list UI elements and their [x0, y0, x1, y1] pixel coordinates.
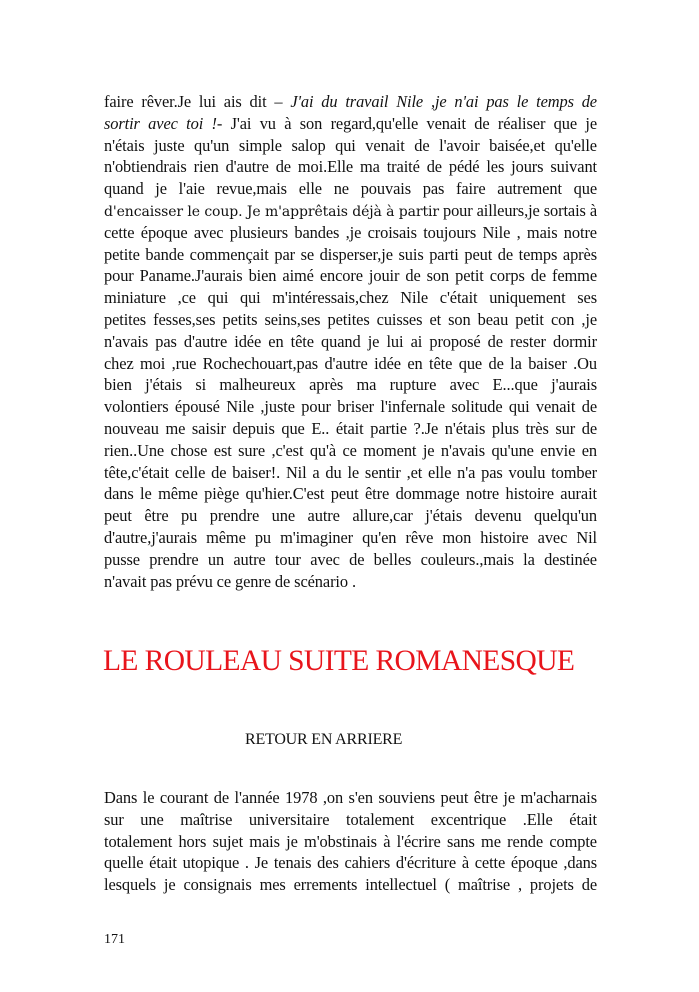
chapter-heading: LE ROULEAU SUITE ROMANESQUE — [103, 645, 575, 677]
text-line: nouveau me saisir depuis que E.. était partie ?.Je n'étais plus très sur de — [104, 418, 597, 438]
paragraph-1 — [104, 91, 597, 592]
section-subheading: RETOUR EN ARRIERE — [245, 731, 403, 748]
text-line: n'obtiendrais rien d'autre de moi.Elle ma traité de pédé les jours suivant — [104, 157, 597, 177]
text-line: n'étais juste qu'un simple salop qui venait de l'avoir baisée,et qu'elle — [104, 135, 597, 155]
text-line: sortir avec toi !- J'ai vu à son regard,qu'elle venait de réaliser que je — [104, 113, 598, 133]
text-line: pour Paname.J'aurais bien aimé encore jouir de son petit corps de femme — [104, 266, 597, 286]
text-line: sur une maîtrise universitaire totalement excentrique .Elle était — [104, 809, 597, 829]
italic-quote: sortir avec toi !- — [104, 113, 223, 133]
paragraph-2 — [104, 787, 597, 896]
text-line: quand je l'aie revue,mais elle ne pouvais pas faire autrement que — [104, 179, 597, 199]
text-line: petites fesses,ses petits seins,ses petites cuisses et son beau petit con ,je — [104, 309, 597, 329]
text-line: rien..Une chose est sure ,c'est qu'à ce moment je n'avais qu'une envie en — [104, 440, 597, 460]
alt-font-run: d'encaisser le coup. Je m'apprêtais déjà à partir — [104, 203, 439, 220]
text-line: lesquels je consignais mes errements intellectuel ( maîtrise , projets de — [104, 875, 597, 895]
text-line: Dans le courant de l'année 1978 ,on s'en souviens peut être je m'acharnais — [104, 788, 597, 807]
text-line: quelle était utopique . Je tenais des cahiers d'écriture à cette époque ,dans — [104, 853, 597, 873]
text-line: dans le même piège qu'hier.C'est peut être dommage notre histoire aurait — [104, 484, 597, 504]
text-line: d'autre,j'aurais même pu m'imaginer qu'en rêve mon histoire avec Nil — [104, 527, 597, 547]
text-line: n'avais pas d'autre idée en tête quand je lui ai proposé de rester dormir — [104, 331, 597, 351]
text-line: tête,c'était celle de baiser!. Nil a du le sentir ,et elle n'a pas voulu tomber — [104, 462, 597, 482]
page-number: 171 — [104, 932, 125, 947]
text-line: petite bande commençait par se disperser,je suis parti peut de temps après — [104, 244, 597, 264]
text-line: faire rêver.Je lui ais dit – J'ai du travail Nile ,je n'ai pas le temps de — [104, 92, 597, 111]
text-line: volontiers épousé Nile ,juste pour briser l'infernale solitude qui venait de — [104, 397, 597, 417]
text-line: miniature ,ce qui qui m'intéressais,chez Nile c'était uniquement ses — [104, 288, 597, 308]
text-line: cette époque avec plusieurs bandes ,je croisais toujours Nile , mais notre — [104, 222, 597, 242]
text-line: chez moi ,rue Rochechouart,pas d'autre idée en tête que de la baiser .Ou — [104, 353, 597, 373]
text-line: totalement hors sujet mais je m'obstinais à l'écrire sans me rende compte — [104, 831, 597, 851]
text-line: n'avait pas prévu ce genre de scénario . — [104, 571, 356, 591]
text-line: bien j'étais si malheureux après ma rupture avec E...que j'aurais — [104, 375, 597, 395]
italic-quote: J'ai du travail Nile ,je n'ai pas le temps de — [290, 92, 597, 111]
text-line: peut être pu prendre une autre allure,car j'étais devenu quelqu'un — [104, 506, 597, 526]
text-line: pusse prendre un autre tour avec de belles couleurs.,mais la destinée — [104, 549, 597, 569]
text-line: d'encaisser le coup. Je m'apprêtais déjà à partir pour ailleurs,je sortais à — [104, 200, 597, 220]
